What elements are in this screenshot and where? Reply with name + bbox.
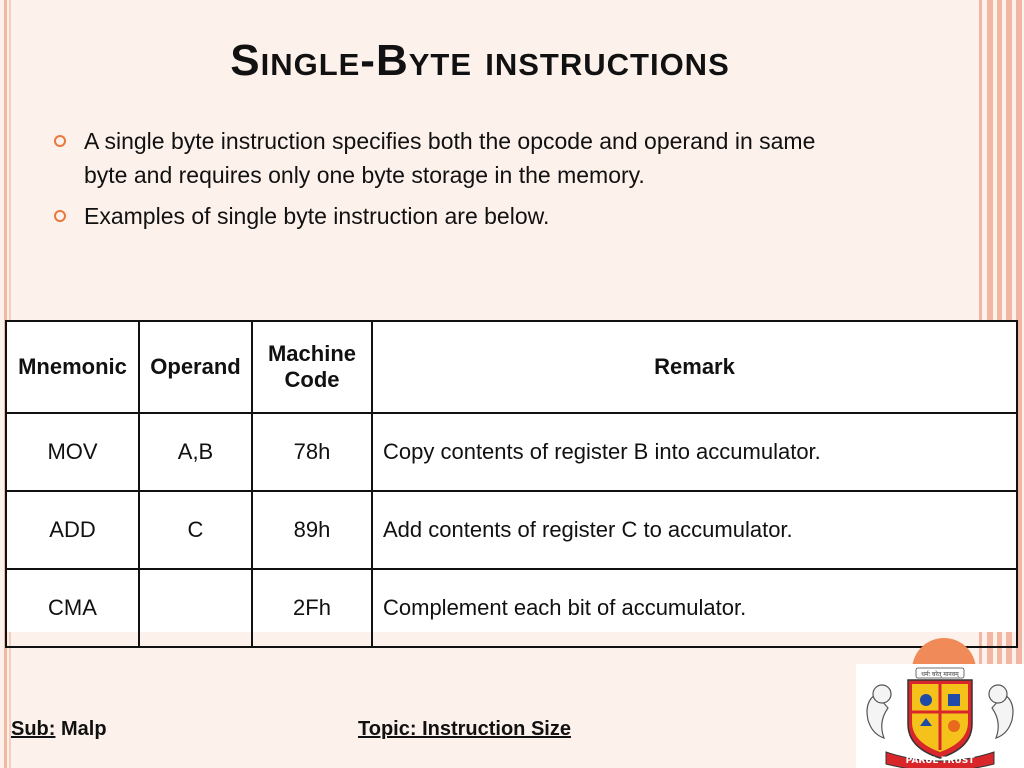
cell-remark: Copy contents of register B into accumulator. xyxy=(372,413,1017,491)
header-operand: Operand xyxy=(139,321,252,413)
bullet-circle-icon xyxy=(54,210,66,222)
slide-title: Single-Byte instructions xyxy=(230,36,730,85)
cell-mnemonic: CMA xyxy=(6,569,139,647)
bullet-list xyxy=(52,124,852,240)
footer-topic: Topic: Instruction Size xyxy=(358,718,571,740)
cell-mnemonic: MOV xyxy=(6,413,139,491)
cell-operand: A,B xyxy=(139,413,252,491)
header-remark: Remark xyxy=(372,321,1017,413)
header-mnemonic: Mnemonic xyxy=(6,321,139,413)
table-row xyxy=(6,569,1017,647)
table-row xyxy=(6,491,1017,569)
table-row xyxy=(6,413,1017,491)
logo-name: PARUL TRUST xyxy=(905,756,975,766)
table-header-row xyxy=(6,321,1017,413)
bullet-circle-icon xyxy=(54,135,66,147)
parul-trust-logo-icon xyxy=(856,664,1024,768)
cell-machine-code: 2Fh xyxy=(252,569,372,647)
cell-remark: Complement each bit of accumulator. xyxy=(372,569,1017,647)
footer-subject xyxy=(11,718,107,741)
cell-remark: Add contents of register C to accumulator. xyxy=(372,491,1017,569)
header-machine-code: Machine Code xyxy=(252,321,372,413)
bullet-item xyxy=(52,199,852,233)
bullet-text: A single byte instruction specifies both the opcode and operand in same byte and requires only one byte storage in the memory. xyxy=(84,128,816,188)
subject-label: Sub: xyxy=(11,718,56,740)
cell-operand: C xyxy=(139,491,252,569)
bullet-text: Examples of single byte instruction are below. xyxy=(84,203,550,229)
subject-value: Malp xyxy=(61,718,107,740)
instruction-table xyxy=(5,320,1018,632)
bullet-item xyxy=(52,124,852,192)
logo-motto: धर्मः चरेत् मानवम् xyxy=(921,671,959,678)
cell-operand xyxy=(139,569,252,647)
cell-mnemonic: ADD xyxy=(6,491,139,569)
cell-machine-code: 89h xyxy=(252,491,372,569)
cell-machine-code: 78h xyxy=(252,413,372,491)
